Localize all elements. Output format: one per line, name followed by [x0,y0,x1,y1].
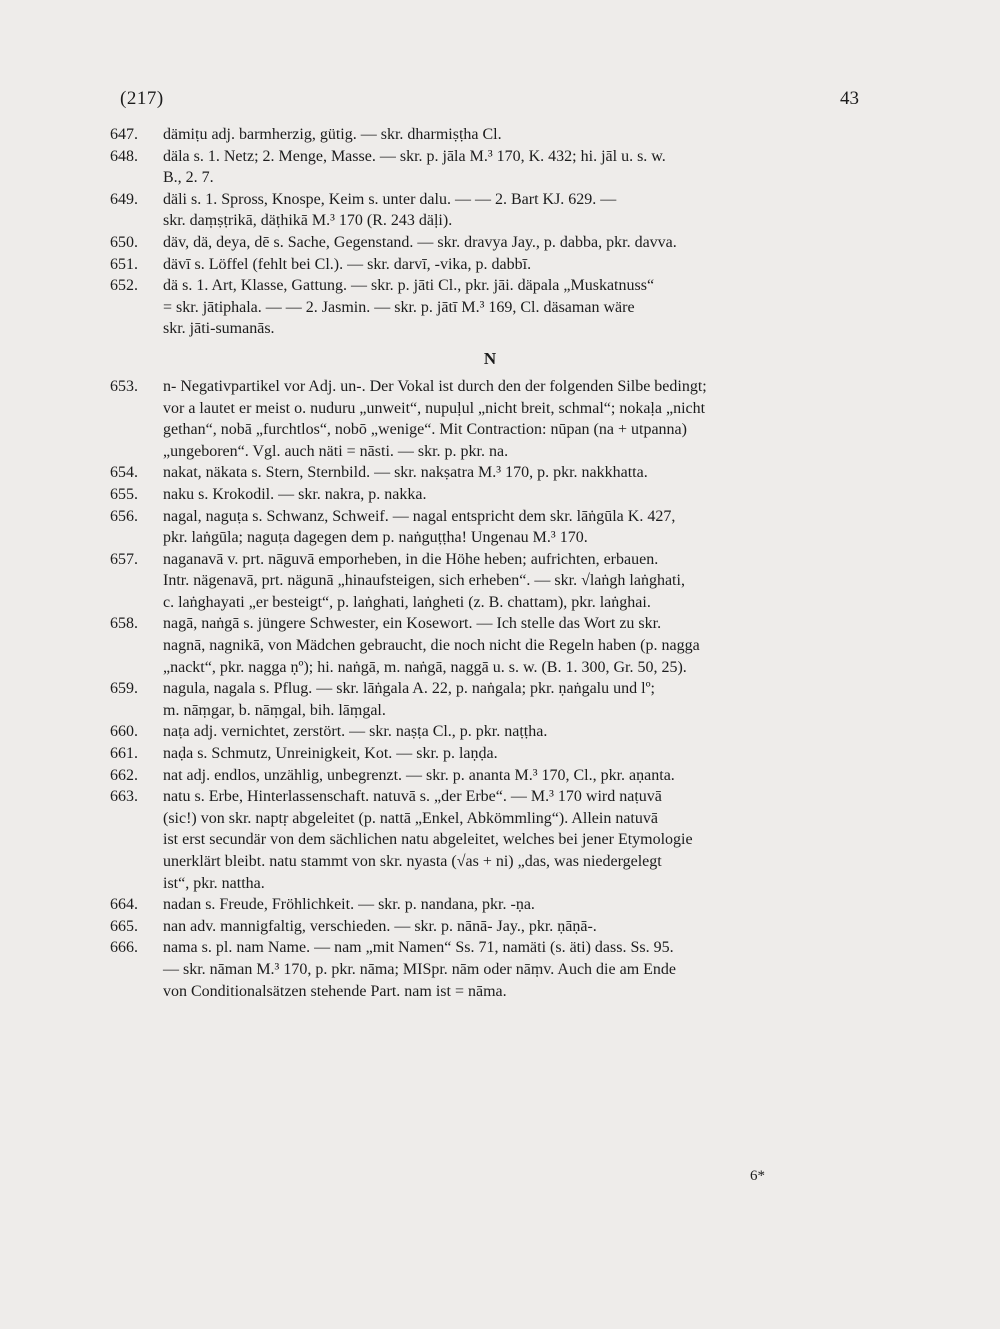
dictionary-entry [110,678,870,721]
dictionary-entry [110,462,870,484]
entry-number: 666. [110,939,138,957]
entry-line: vor a lautet er meist o. nuduru „unweit“, nupuḷul „nicht breit, schmal“; nokaḷa „nicht [163,399,706,417]
entry-line: nagal, naguṭa s. Schwanz, Schweif. — nagal entspricht dem skr. lāṅgūla K. 427, [163,507,676,525]
entry-line: naganavā v. prt. nāguvā emporheben, in die Höhe heben; aufrichten, erbauen. [163,550,659,568]
dictionary-entry [110,376,870,462]
entry-line: skr. daṃṣṭrikā, däṭhikā M.³ 170 (R. 243 däḷi). [163,212,453,230]
dictionary-entry [110,786,870,894]
dictionary-entry [110,743,870,765]
entry-line: = skr. jātiphala. — — 2. Jasmin. — skr. p. jātī M.³ 169, Cl. däsaman wäre [163,298,635,316]
entry-line: naṭa adj. vernichtet, zerstört. — skr. naṣṭa Cl., p. pkr. naṭṭha. [163,723,548,741]
entry-line: unerklärt bleibt. natu stammt von skr. nyasta (√as + ni) „das, was niedergelegt [163,853,662,870]
entry-number: 651. [110,255,138,273]
dictionary-entry [110,232,870,254]
entry-number: 647. [110,126,138,143]
entry-number: 665. [110,917,138,935]
entry-line: (sic!) von skr. naptṛ abgeleitet (p. nattā „Enkel, Abkömmling“). Allein natuvā [163,809,658,827]
entry-line: naku s. Krokodil. — skr. nakra, p. nakka. [163,485,427,503]
entry-line: m. nāṃgar, b. nāṃgal, bih. lāṃgal. [163,701,386,719]
dictionary-entries [110,124,870,1002]
entry-number: 656. [110,507,138,525]
entry-number: 662. [110,766,138,784]
dictionary-entry [110,124,870,146]
entry-number: 650. [110,233,138,251]
section-heading: N [483,348,497,368]
entry-line: däv, dä, deya, dē s. Sache, Gegenstand. — skr. dravya Jay., p. dabba, pkr. davva. [163,233,677,251]
entry-number: 658. [110,615,138,633]
dictionary-entry [110,916,870,938]
dictionary-entry [110,721,870,743]
entry-line: nagula, nagala s. Pflug. — skr. lāṅgala A. 22, p. naṅgala; pkr. ṇaṅgalu und lº; [163,680,655,698]
entry-line: n- Negativpartikel vor Adj. un-. Der Vokal ist durch den der folgenden Silbe bedingt; [163,377,707,395]
entry-line: pkr. laṅgūla; naguṭa dagegen dem p. naṅguṭṭha! Ungenau M.³ 170. [163,529,588,547]
entry-line: nakat, näkata s. Stern, Sternbild. — skr. nakṣatra M.³ 170, p. pkr. nakkhatta. [163,464,648,482]
entry-line: „ungeboren“. Vgl. auch näti = nāsti. — skr. p. pkr. na. [163,442,509,460]
entry-line: ist“, pkr. nattha. [163,874,265,892]
dictionary-entry [110,484,870,506]
entry-line: nat adj. endlos, unzählig, unbegrenzt. — skr. p. ananta M.³ 170, Cl., pkr. aṇanta. [163,766,675,784]
entry-number: 664. [110,896,138,914]
entries-group-n [110,376,870,1002]
entry-number: 649. [110,190,138,208]
entry-line: nagnā, nagnikā, von Mädchen gebraucht, die noch nicht die Regeln haben (p. nagga [163,637,700,655]
entry-line: dä s. 1. Art, Klasse, Gattung. — skr. p. jāti Cl., pkr. jāi. däpala „Muskatnuss“ [163,277,655,295]
entry-number: 652. [110,277,138,295]
entry-line: nadan s. Freude, Fröhlichkeit. — skr. p. nandana, pkr. -ṇa. [163,896,535,914]
dictionary-entry [110,254,870,276]
entry-line: gethan“, nobā „furchtlos“, nobō „wenige“. Mit Contraction: nūpan (na + utpanna) [163,421,687,439]
entry-line: nan adv. mannigfaltig, verschieden. — skr. p. nānā- Jay., pkr. ṇāṇā-. [163,917,597,935]
dictionary-entry [110,549,870,614]
entry-line: naḍa s. Schmutz, Unreinigkeit, Kot. — skr. p. laṇḍa. [163,745,498,763]
entry-line: von Conditionalsätzen stehende Part. nam ist = nāma. [163,982,507,1000]
entry-line: dämiṭu adj. barmherzig, gütig. — skr. dharmiṣṭha Cl. [163,126,502,143]
entry-line: däli s. 1. Spross, Knospe, Keim s. unter dalu. — — 2. Bart KJ. 629. — [163,190,617,208]
entry-number: 657. [110,550,138,568]
dictionary-entry [110,189,870,232]
entry-number: 660. [110,723,138,741]
entry-line: — skr. nāman M.³ 170, p. pkr. nāma; MISpr. nām oder nāṃv. Auch die am Ende [163,960,677,978]
entry-line: B., 2. 7. [163,169,214,187]
dictionary-entry [110,275,870,340]
entry-number: 659. [110,680,138,698]
entry-number: 661. [110,745,138,763]
entry-line: Intr. nägenavā, prt. nägunā „hinaufsteigen, sich erheben“. — skr. √laṅgh laṅghati, [163,572,685,590]
entry-number: 648. [110,147,138,165]
entry-line: skr. jāti-sumanās. [163,320,275,338]
entry-line: ist erst secundär von dem sächlichen natu abgeleitet, welches bei jener Etymologie [163,831,693,849]
dictionary-entry [110,937,870,1002]
page-number: 43 [840,88,859,109]
entry-line: nagā, naṅgā s. jüngere Schwester, ein Kosewort. — Ich stelle das Wort zu skr. [163,615,662,633]
dictionary-entry [110,146,870,189]
dictionary-entry [110,506,870,549]
entry-line: c. laṅghayati „er besteigt“, p. laṅghati, laṅgheti (z. B. chattam), pkr. laṅghai. [163,593,651,611]
entry-line: „nackt“, pkr. nagga ṇº); hi. naṅgā, m. naṅgā, naggā u. s. w. (B. 1. 300, Gr. 50, 25). [163,658,687,676]
signature-mark: 6* [750,1168,765,1184]
entry-number: 663. [110,788,138,806]
dictionary-entry [110,613,870,678]
dictionary-entry [110,894,870,916]
entry-line: däla s. 1. Netz; 2. Menge, Masse. — skr. p. jāla M.³ 170, K. 432; hi. jāl u. s. w. [163,147,666,165]
entry-number: 653. [110,377,138,395]
entry-number: 654. [110,464,138,482]
dictionary-entry [110,765,870,787]
entry-number: 655. [110,485,138,503]
entry-line: natu s. Erbe, Hinterlassenschaft. natuvā s. „der Erbe“. — M.³ 170 wird naṭuvā [163,788,662,806]
entry-line: nama s. pl. nam Name. — nam „mit Namen“ Ss. 71, namäti (s. äti) dass. Ss. 95. [163,939,674,957]
page-header-left: (217) [120,88,164,109]
entry-line: dävī s. Löffel (fehlt bei Cl.). — skr. darvī, -vika, p. dabbī. [163,255,532,273]
entries-group-d [110,124,870,340]
